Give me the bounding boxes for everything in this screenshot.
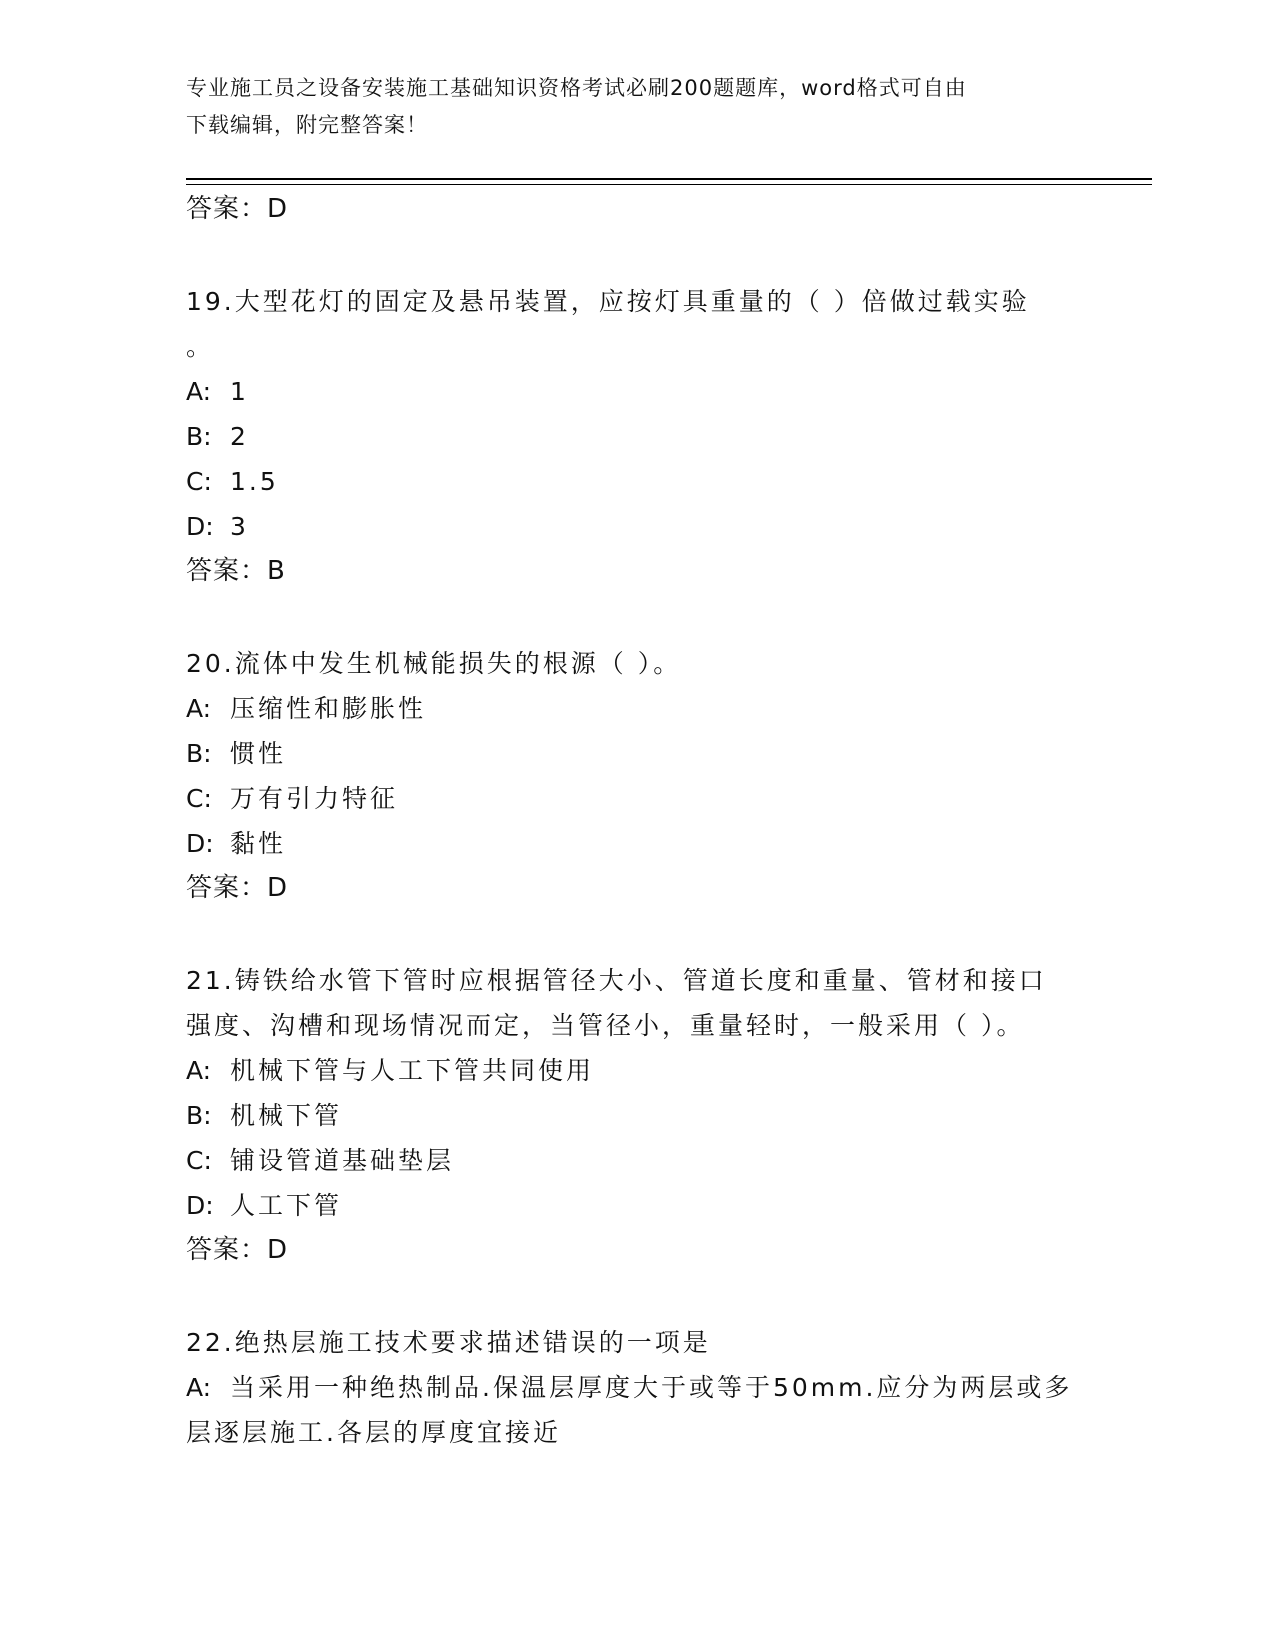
option-text: 机械下管与人工下管共同使用 [230, 1056, 595, 1085]
option-label: A: [186, 1056, 212, 1085]
question-text: 19.大型花灯的固定及悬吊装置，应按灯具重量的（ ）倍做过载实验 [186, 287, 1030, 316]
option-b [186, 414, 1086, 459]
option-text: 惯性 [230, 739, 287, 768]
option-label: C: [186, 784, 212, 813]
option-text: 机械下管 [230, 1101, 343, 1130]
answer-line: 答案：D [186, 873, 289, 903]
option-c [186, 1138, 1086, 1183]
header-line-2: 下载编辑，附完整答案！ [186, 113, 428, 137]
option-label: D: [186, 512, 214, 541]
option-label: D: [186, 829, 214, 858]
option-text: 压缩性和膨胀性 [230, 694, 427, 723]
option-text: 当采用一种绝热制品.保温层厚度大于或等于50mm.应分为两层或多 [230, 1373, 1073, 1402]
answer-line: 答案：B [186, 556, 286, 586]
option-a [186, 369, 1086, 414]
option-label: B: [186, 422, 212, 451]
option-c [186, 459, 1086, 504]
option-label: B: [186, 1101, 212, 1130]
option-a [186, 686, 1086, 731]
option-label: A: [186, 694, 212, 723]
question-text-continuation: 。 [186, 332, 215, 361]
option-a [186, 1048, 1086, 1093]
header-line-1: 专业施工员之设备安装施工基础知识资格考试必刷200题题库，word格式可自由 [186, 76, 967, 100]
question-22 [186, 1320, 1086, 1455]
question-text-continuation: 强度、沟槽和现场情况而定，当管径小，重量轻时，一般采用（ ）。 [186, 1011, 1025, 1040]
header-rule-thick [186, 178, 1152, 180]
option-text: 万有引力特征 [230, 784, 399, 813]
option-label: B: [186, 739, 212, 768]
option-text: 铺设管道基础垫层 [230, 1146, 455, 1175]
question-list [186, 187, 1086, 1455]
option-c [186, 776, 1086, 821]
question-20 [186, 641, 1086, 911]
option-label: D: [186, 1191, 214, 1220]
option-d [186, 821, 1086, 866]
option-text: 黏性 [230, 829, 287, 858]
option-a [186, 1365, 1086, 1410]
option-b [186, 731, 1086, 776]
option-b [186, 1093, 1086, 1138]
option-d [186, 504, 1086, 549]
question-text: 22.绝热层施工技术要求描述错误的一项是 [186, 1328, 711, 1357]
option-label: C: [186, 467, 212, 496]
question-21 [186, 958, 1086, 1273]
header-rule-thin [186, 184, 1152, 185]
option-text: 1 [230, 377, 249, 406]
question-19 [186, 279, 1086, 594]
option-text: 3 [230, 512, 249, 541]
option-d [186, 1183, 1086, 1228]
option-a-continuation: 层逐层施工.各层的厚度宜接近 [186, 1418, 561, 1447]
option-text: 2 [230, 422, 249, 451]
question-text: 21.铸铁给水管下管时应根据管径大小、管道长度和重量、管材和接口 [186, 966, 1047, 995]
document-header [186, 70, 1066, 144]
option-text: 1.5 [230, 467, 279, 496]
option-text: 人工下管 [230, 1191, 343, 1220]
option-label: C: [186, 1146, 212, 1175]
answer-line: 答案：D [186, 194, 289, 224]
question-text: 20.流体中发生机械能损失的根源（ ）。 [186, 649, 682, 678]
option-label: A: [186, 377, 212, 406]
option-label: A: [186, 1373, 212, 1402]
answer-line: 答案：D [186, 1235, 289, 1265]
